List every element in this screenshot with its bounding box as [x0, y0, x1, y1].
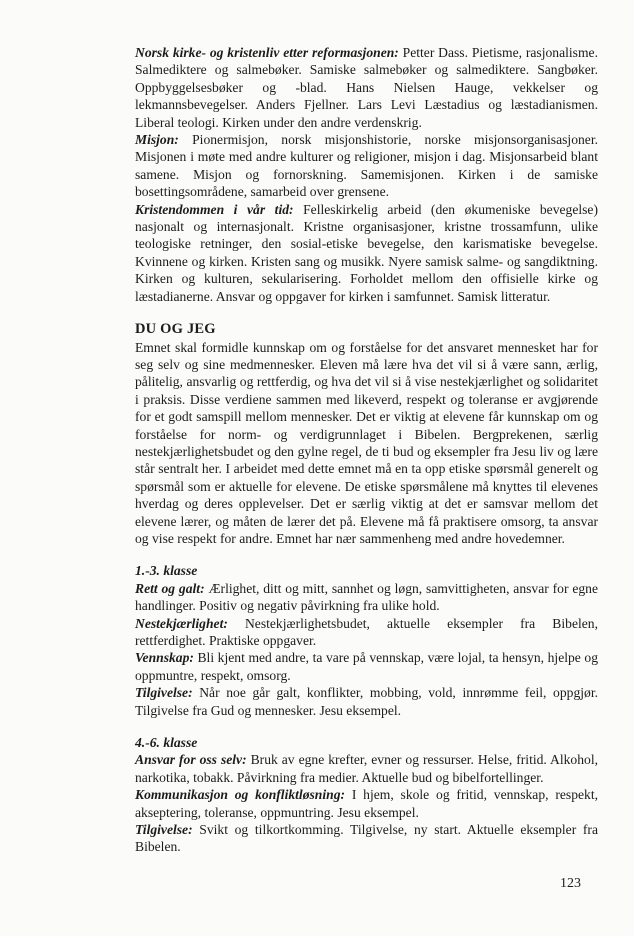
item-nestekjaerlighet — [135, 615, 598, 650]
item-rett-og-galt — [135, 580, 598, 615]
text-mission: Pionermisjon, norsk misjonshistorie, norske misjonsorganisasjoner. Misjonen i møte med andre kulturer og religioner, misjon i dag. Misjonsarbeid blant samene. Misjon og fornorskning. Samemisjonen. Kirken i de samiske bosettingsområdene, samarbeid over grensene. — [135, 132, 598, 200]
text-today: Felleskirkelig arbeid (den økumeniske bevegelse) nasjonalt og internasjonalt. Kristne organisasjoner, kristne trossamfunn, ulike teologiske retninger, den sosial-etiske bevegelse, den karismatiske bevegelse. Kvinnene og kirken. Kristen sang og musikk. Nyere samisk salme- og sangdiktning. Kirken og kulturen, sekularisering. Forholdet mellom den offisielle kirke og læstadianerne. Ansvar og oppgaver for kirken i samfunnet. Samisk litteratur. — [135, 201, 598, 304]
paragraph-history — [135, 44, 598, 131]
text-tilgivelse-4-6: Svikt og tilkortkomming. Tilgivelse, ny start. Aktuelle eksempler fra Bibelen. — [135, 822, 598, 855]
item-tilgivelse-1-3 — [135, 684, 598, 719]
subheading-grade-4-6: 4.-6. klasse — [135, 735, 198, 751]
text-nestekjaerlighet: Nestekjærlighetsbudet, aktuelle eksempler fra Bibelen, rettferdighet. Praktiske oppgaver. — [135, 615, 598, 648]
lead-rett-og-galt: Rett og galt: — [135, 580, 205, 596]
lead-tilgivelse-4-6: Tilgivelse: — [135, 822, 193, 838]
lead-today: Kristendommen i vår tid: — [135, 201, 294, 217]
text-rett-og-galt: Ærlighet, ditt og mitt, sannhet og løgn, samvittigheten, ansvar for egne handlinger. Positiv og negativ påvirkning fra ulike hold. — [135, 580, 598, 614]
section-heading-du-og-jeg: DU OG JEG — [135, 321, 216, 338]
paragraph-du-og-jeg: Emnet skal formidle kunnskap om og forståelse for det ansvaret mennesket har for seg selv og sine medmennesker. Eleven må lære hva det vil si å være sann, ærlig, pålitelig, ansvarlig og rettferdig, og hva det vil si å vise nestekjærlighet og solidaritet i praksis. Disse verdiene sammen med likeverd, respekt og toleranse er avgjørende for et godt samspill mellom mennesker. Det er viktig at elevene får kunnskap om og forståelse for norm- og verdigrunnlaget i Bibelen. Bergprekenen, særlig nestekjærlighetsbudet og den gylne regel, de ti bud og eksempler fra Jesu liv og lære står sentralt her. I arbeidet med dette emnet må en ta opp etiske spørsmål generelt og spørsmål som er aktuelle for elevene. De etiske spørsmålene må knyttes til elevenes hverdag og deres opplevelser. Det er særlig viktig at det er samsvar mellom det elevene lærer, og måten de lærer det på. Elevene må få praktisere omsorg, ta ansvar og vise respekt for andre. Emnet har nær sammenheng med andre hovedemner. — [135, 339, 598, 546]
lead-nestekjaerlighet: Nestekjærlighet: — [135, 615, 228, 631]
item-tilgivelse-4-6 — [135, 821, 598, 856]
paragraph-mission — [135, 131, 598, 201]
lead-history: Norsk kirke- og kristenliv etter reformasjonen: — [135, 45, 399, 60]
page-body — [135, 44, 598, 856]
text-ansvar: Bruk av egne krefter, evner og ressurser. Helse, fritid. Alkohol, narkotika, tobakk. Påvirkning fra medier. Aktuelle bud og bibelfortellinger. — [135, 752, 598, 785]
text-history: Petter Dass. Pietisme, rasjonalisme. Salmediktere og salmebøker. Samiske salmebøker og salmediktere. Sangbøker. Oppbyggelsesbøker og -blad. Hans Nielsen Hauge, vekkelser og lekmannsbevegelser. Anders Fjellner. Lars Levi Læstadius og læstadianismen. Liberal teologi. Kirken under den andre verdenskrig. — [135, 45, 598, 130]
lead-tilgivelse-1-3: Tilgivelse: — [135, 685, 193, 701]
text-tilgivelse-1-3: Når noe går galt, konflikter, mobbing, vold, innrømme feil, oppgjør. Tilgivelse fra Gud og mennesker. Jesu eksempel. — [135, 685, 598, 718]
page-number: 123 — [560, 876, 581, 891]
paragraph-today — [135, 201, 598, 305]
text-vennskap: Bli kjent med andre, ta vare på vennskap, være lojal, ta hensyn, hjelpe og oppmuntre, respekt, omsorg. — [135, 650, 598, 683]
lead-vennskap: Vennskap: — [135, 650, 194, 666]
lead-mission: Misjon: — [135, 132, 179, 148]
item-ansvar — [135, 751, 598, 786]
item-kommunikasjon — [135, 786, 598, 821]
subheading-grade-1-3: 1.-3. klasse — [135, 563, 198, 579]
text-kommunikasjon: I hjem, skole og fritid, vennskap, respekt, akseptering, toleranse, oppmuntring. Jesu eksempel. — [135, 787, 598, 820]
lead-ansvar: Ansvar for oss selv: — [135, 752, 247, 768]
lead-kommunikasjon: Kommunikasjon og konfliktløsning: — [135, 787, 346, 803]
item-vennskap — [135, 649, 598, 684]
